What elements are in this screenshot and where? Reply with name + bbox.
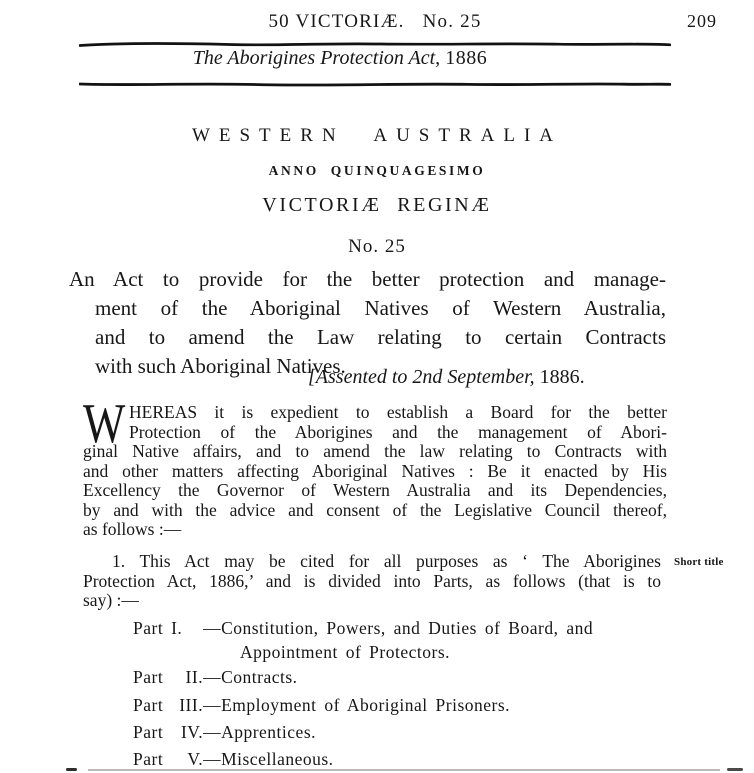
preamble-line: as follows :—: [83, 519, 182, 539]
part-text: —Contracts.: [203, 667, 298, 687]
preamble-line: by and with the advice and consent of the Legislative Council thereof,: [83, 499, 667, 520]
drop-cap-w: W: [83, 393, 126, 455]
preamble-line: HEREAS it is expedient to establish a Board for the better: [129, 402, 667, 422]
part-row-1-continuation: Appointment of Protectors.: [240, 642, 451, 662]
running-head-act-number: No. 25: [422, 11, 482, 32]
assent-note-year: 1886.: [539, 366, 585, 388]
part-numeral: II.: [185, 667, 204, 687]
assent-note-text: [Assented to 2nd September,: [308, 366, 540, 388]
long-title-line: ment of the Aboriginal Natives of Western Australia,: [95, 296, 666, 320]
long-title-line: and to amend the Law relating to certain Contracts: [95, 325, 666, 349]
section-1-line: 1. This Act may be cited for all purposes as ‘ The Aborigines: [112, 551, 661, 571]
jurisdiction-heading: WESTERN AUSTRALIA: [191, 125, 563, 146]
part-text: —Constitution, Powers, and Duties of Board, and: [203, 618, 594, 638]
preamble-line: ginal Native affairs, and to amend the law relating to Contracts with: [83, 441, 667, 461]
decorative-rule-mid: [79, 76, 671, 94]
part-label: Part: [133, 749, 164, 769]
bottom-rule-fragment-left: [66, 768, 77, 771]
header-act-title-text: The Aborigines Protection Act,: [192, 47, 441, 69]
part-row-2: [133, 665, 603, 689]
part-label: Part: [133, 695, 164, 715]
part-label: Part: [133, 722, 164, 742]
part-label: Part: [133, 667, 164, 687]
part-row-1: [133, 616, 594, 640]
page-number: 209: [687, 11, 717, 31]
running-head-regnal: 50 VICTORIÆ.: [268, 11, 405, 32]
part-numeral: III.: [179, 695, 204, 715]
long-title: [69, 265, 666, 381]
anno-heading: ANNO QUINQUAGESIMO: [268, 163, 486, 178]
part-numeral: IV.: [180, 722, 204, 742]
monarch-heading: VICTORIÆ REGINÆ: [262, 194, 492, 216]
section-1: [83, 552, 661, 611]
part-numeral: V.: [187, 749, 204, 769]
long-title-line: with such Aboriginal Natives.: [95, 354, 346, 378]
preamble: [83, 393, 667, 540]
part-numeral: I.: [171, 618, 183, 638]
section-1-line: say) :—: [83, 590, 139, 610]
preamble-line: Excellency the Governor of Western Australia and its Dependencies,: [83, 480, 667, 500]
part-text: —Apprentices.: [203, 722, 317, 742]
act-number-heading: No. 25: [348, 236, 406, 257]
part-text: —Employment of Aboriginal Prisoners.: [203, 695, 511, 715]
bottom-rule-faint: [88, 769, 720, 771]
assent-note: [308, 366, 585, 389]
header-act-title: [70, 47, 610, 70]
preamble-line: Protection of the Aborigines and the management of Abori-: [129, 421, 667, 442]
running-head: [80, 11, 670, 33]
long-title-line: An Act to provide for the better protection and manage-: [69, 267, 666, 291]
section-1-line: Protection Act, 1886,’ and is divided into Parts, as follows (that is to: [83, 570, 661, 591]
part-text: —Miscellaneous.: [203, 749, 334, 769]
preamble-line: and other matters affecting Aboriginal Natives : Be it enacted by His: [83, 460, 667, 481]
header-act-title-year: 1886: [445, 47, 488, 69]
part-row-5: [133, 747, 603, 771]
bottom-rule-fragment-right: [727, 768, 743, 771]
part-row-3: [133, 693, 603, 717]
part-row-4: [133, 720, 603, 744]
parts-list: [133, 616, 603, 771]
margin-note-short-title: Short title: [674, 556, 724, 568]
part-label: Part: [133, 618, 164, 638]
